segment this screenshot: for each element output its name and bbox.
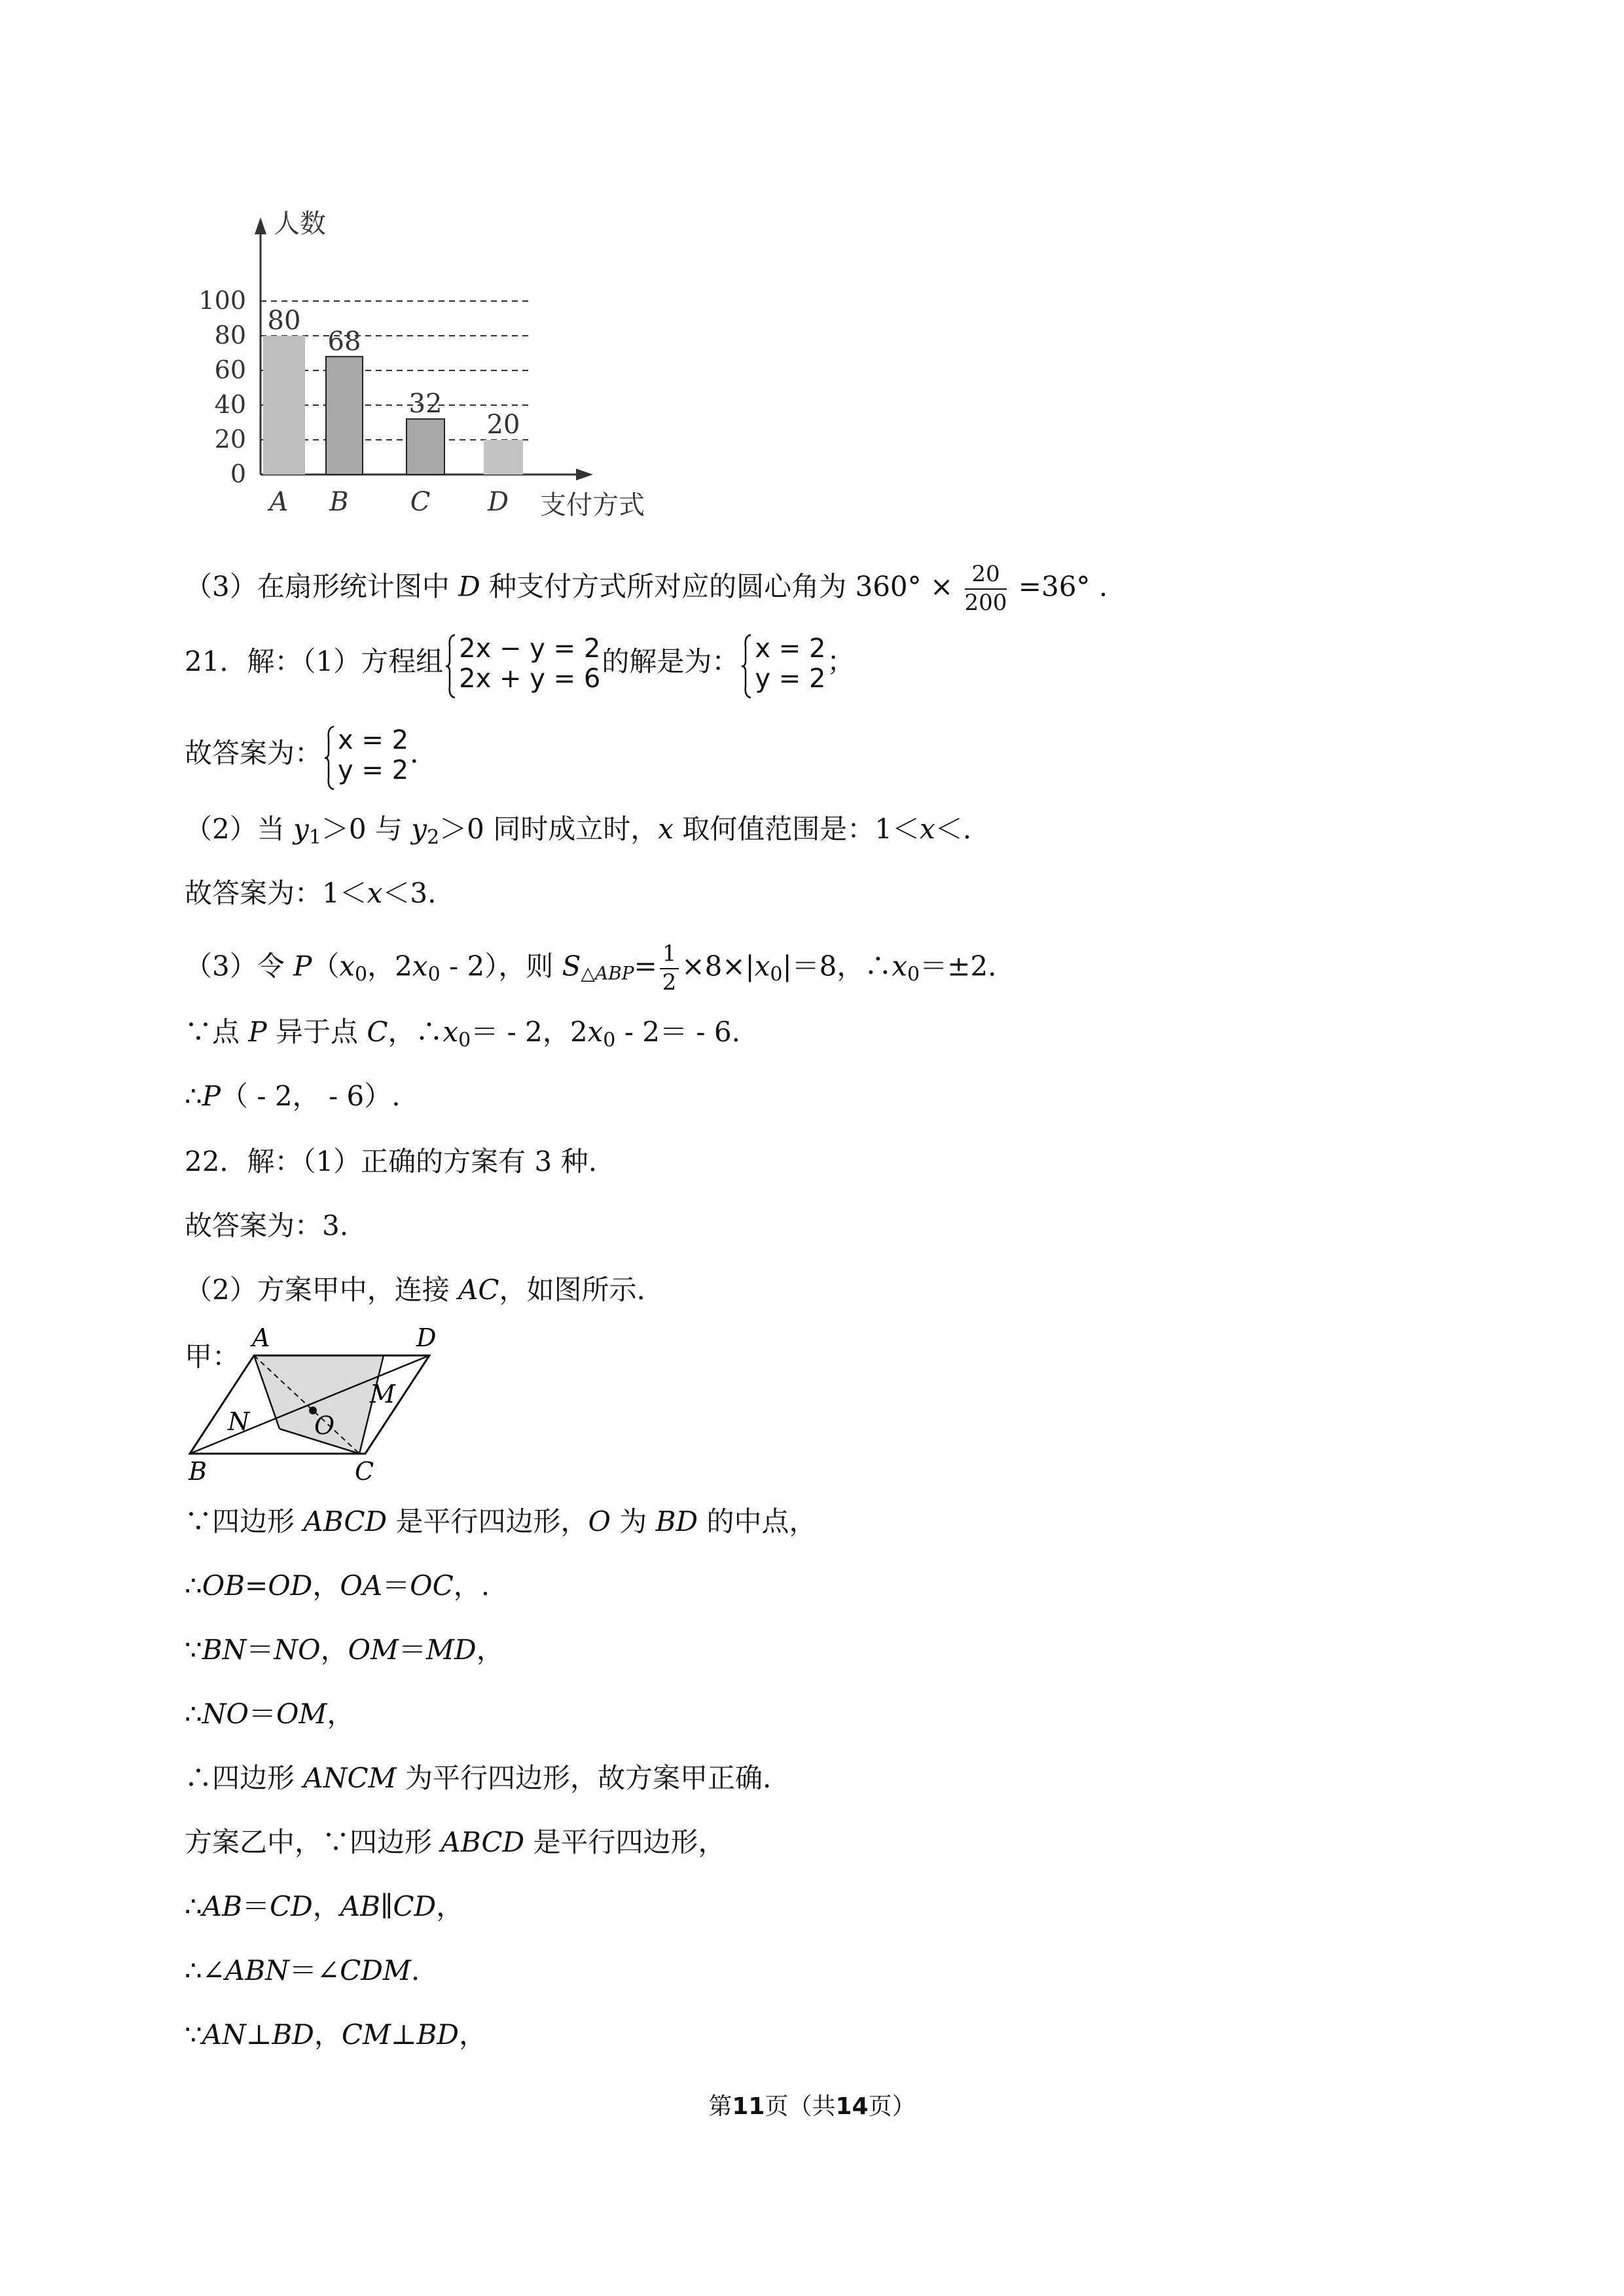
line-q21-part3: （3）令 $P(x_0$，$2x_0$ ‑ 2），则 S△ABP= $\frac{1}{2}$ $\times 8\times|x_0|=8$，$\therefore x_0=\pm 2$. [185, 941, 997, 996]
bar-value-label: 80 [267, 306, 301, 336]
y-tick-label: 0 [230, 459, 246, 488]
line-angle-abn: ∴∠ABN＝∠CDM. [185, 1954, 420, 1986]
line-answer-3: 故答案为：3. [185, 1210, 349, 1242]
line-q21-part2: （2）当 $y_1>0$ 与 $y_2>0$ 同时成立时，x 取何值范围是：1＜x＜. [185, 813, 972, 849]
label-a: A [252, 1323, 270, 1352]
x-axis-label: 支付方式 [540, 490, 645, 520]
y-tick-label: 20 [214, 425, 246, 454]
line-p-differs: ∵点 P 异于点 C，$\therefore x_0=$ ‑ 2，$2x_0$ ‑ 2＝ ‑ 6. [185, 1016, 740, 1052]
fraction-1-2: $\frac{1}{2}$ [660, 942, 679, 994]
label-m: M [370, 1380, 395, 1408]
y-tick-label: 100 [198, 286, 246, 315]
line-ancm: ∴四边形 ANCM 为平行四边形，故方案甲正确. [185, 1762, 772, 1794]
x-tick-label: C [410, 487, 431, 517]
answer-system: x = 2 y = 2 [323, 725, 408, 785]
bar-value-label: 20 [486, 410, 520, 440]
y-tick-label: 80 [214, 321, 246, 350]
label-o: O [314, 1411, 335, 1440]
x-tick-label: D [487, 487, 509, 517]
bar-chart [164, 203, 661, 530]
line-perpendicular: ∵AN⊥BD，CM⊥BD， [185, 2018, 487, 2051]
figure-prefix: 甲： [185, 1340, 240, 1372]
line-no-om: ∴NO＝OM， [185, 1698, 355, 1730]
equation-system: 2x − y = 2 2x + y = 6 [444, 634, 600, 694]
line-bn-no: ∵BN＝NO，OM＝MD， [185, 1634, 504, 1666]
line-q21-system: 21．解：（1）方程组 2x − y = 2 2x + y = 6 的解是为： x = 2 y = 2 ； [185, 634, 854, 694]
line-q22-part2: （2）方案甲中，连接 AC，如图所示. [185, 1274, 645, 1306]
y-tick-label: 60 [214, 355, 246, 384]
label-b: B [189, 1457, 207, 1486]
bar-D [484, 440, 523, 475]
bar-A [263, 336, 305, 475]
page-footer: 第11页（共14页） [708, 2093, 916, 2120]
x-axis-arrow [576, 469, 593, 480]
bar-B [326, 357, 363, 475]
line-ab-cd: ∴AB＝CD，AB∥CD， [185, 1890, 464, 1922]
bar-value-label: 68 [327, 326, 361, 357]
line-abcd-parallelogram: ∵四边形 ABCD 是平行四边形，O 为 BD 的中点， [185, 1505, 817, 1537]
line-p-coords: ∴P（ ‑ 2， ‑ 6）. [185, 1080, 401, 1112]
bar-C [406, 419, 444, 475]
x-tick-label: A [269, 487, 289, 517]
parallelogram-figure [189, 1323, 458, 1486]
label-c: C [355, 1457, 374, 1486]
fraction-20-200: $\frac{20}{200}$ [964, 561, 1007, 616]
solution-system: x = 2 y = 2 [740, 634, 825, 694]
line-answer-range: 故答案为：1＜x＜3. [185, 877, 437, 909]
y-axis-arrow [255, 217, 266, 234]
y-axis-label: 人数 [274, 209, 326, 239]
bar-value-label: 32 [408, 389, 442, 420]
line-q22-part1: 22．解：（1）正确的方案有 3 种. [185, 1145, 597, 1177]
line-plan-b: 方案乙中，∵四边形 ABCD 是平行四边形， [185, 1826, 726, 1858]
line-ob-od: ∴OB=OD，OA＝OC，. [185, 1570, 490, 1602]
label-n: N [228, 1407, 250, 1436]
label-d: D [416, 1323, 437, 1352]
y-tick-label: 40 [214, 390, 246, 419]
x-tick-label: B [329, 487, 349, 517]
line-answer-system: 故答案为： x = 2 y = 2 . [185, 725, 418, 785]
line-central-angle: （3）在扇形统计图中 D 种支付方式所对应的圆心角为 360° × $\frac{20}{200}$ =36° . [185, 561, 1108, 616]
